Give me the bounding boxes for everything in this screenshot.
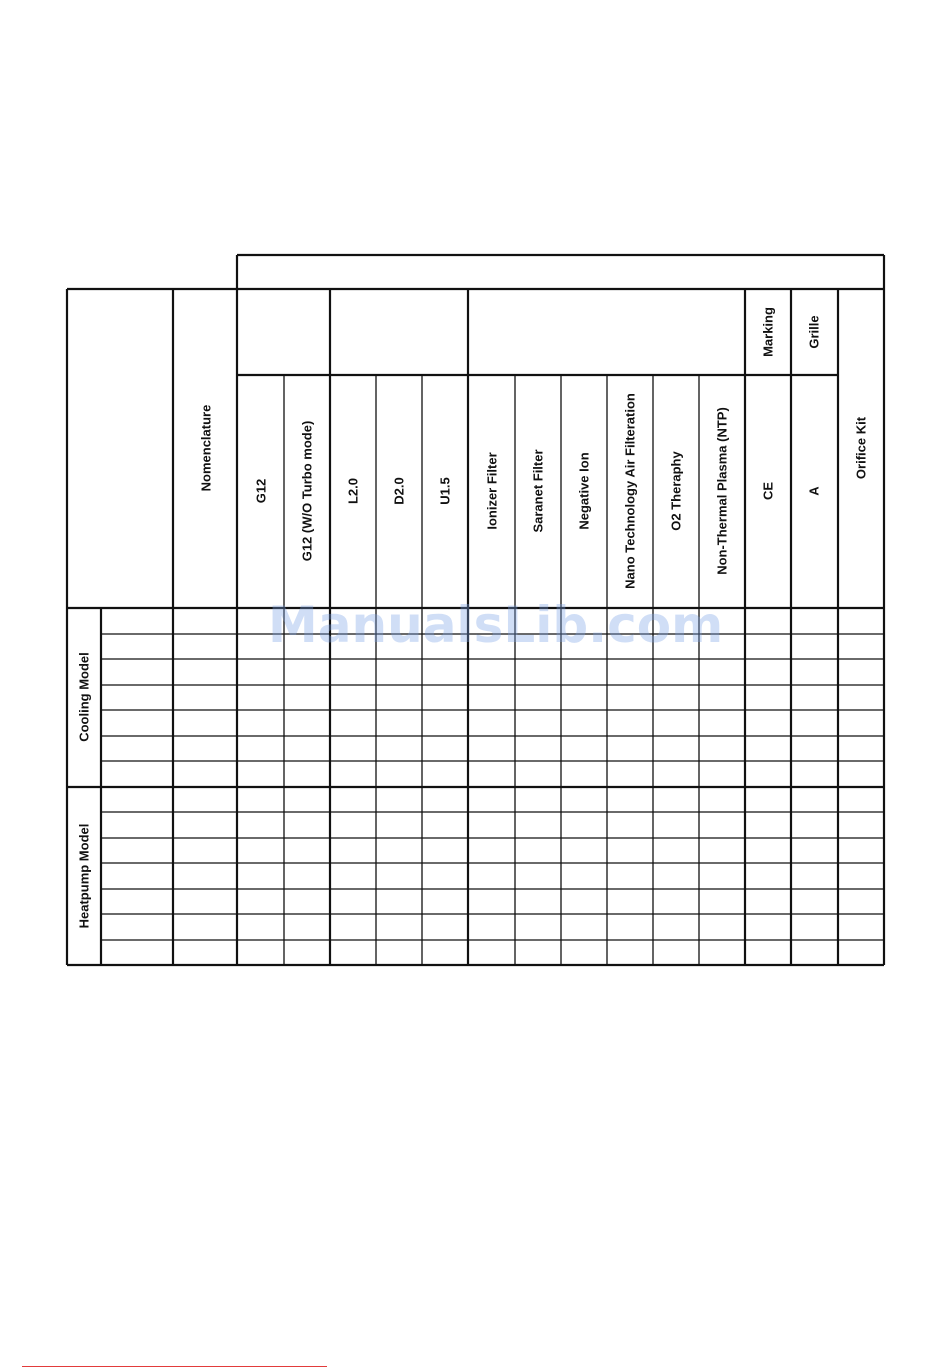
footer-rule: [22, 1366, 327, 1367]
row-group-cooling: Cooling Model: [76, 652, 92, 742]
col-header-saranet-filter: Saranet Filter: [530, 449, 546, 533]
col-header-negative-ion: Negative Ion: [576, 452, 592, 530]
group-header-marking: Marking: [760, 307, 776, 357]
col-header-nano-tech-filter: Nano Technology Air Filteration: [622, 393, 638, 589]
col-header-u15: U1.5: [437, 477, 453, 505]
col-header-grille-a: A: [806, 486, 822, 496]
row-group-heatpump: Heatpump Model: [76, 823, 92, 929]
col-header-d2: D2.0: [391, 477, 407, 505]
col-header-g12-wo-turbo: G12 (W/O Turbo mode): [299, 420, 315, 562]
col-header-l2: L2.0: [345, 477, 361, 505]
nomenclature-header: Nomenclature: [198, 404, 214, 492]
col-header-orifice-kit: Orifice Kit: [853, 416, 869, 480]
col-header-ionizer-filter: Ionizer Filter: [484, 452, 500, 530]
col-header-o2-therapy: O2 Theraphy: [668, 451, 684, 531]
col-header-g12: G12: [253, 478, 269, 504]
watermark: ManualsLib.com: [268, 596, 724, 654]
group-header-grille: Grille: [806, 315, 822, 349]
col-header-ce: CE: [760, 481, 776, 501]
col-header-ntp: Non-Thermal Plasma (NTP): [714, 407, 730, 575]
